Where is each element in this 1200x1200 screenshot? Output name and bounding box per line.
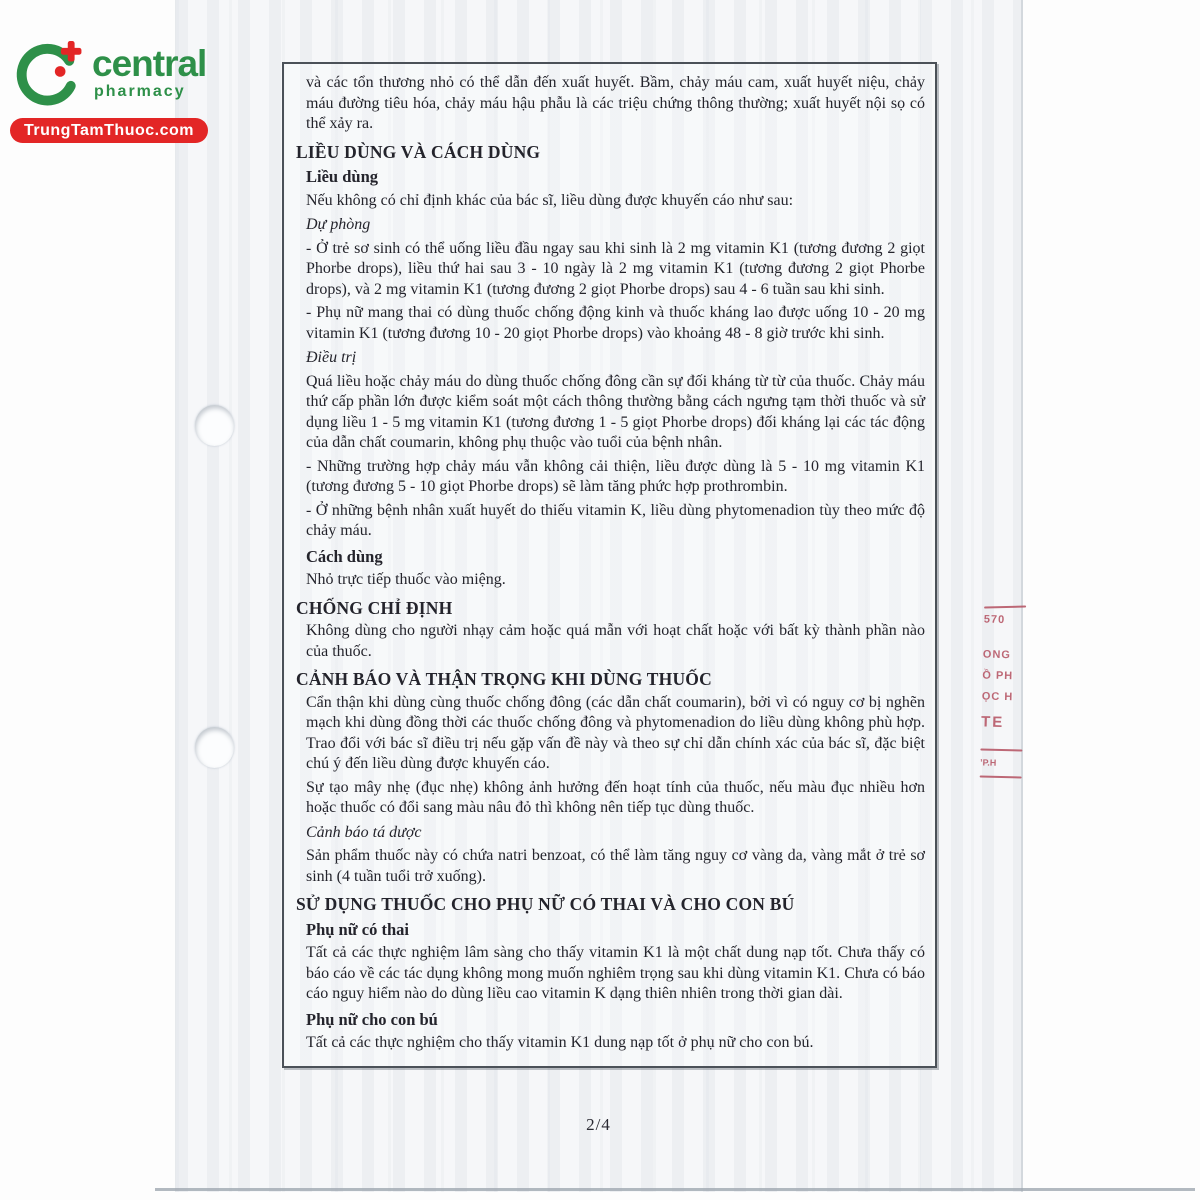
brand-name: central xyxy=(92,43,207,84)
paragraph: Tất cả các thực nghiệm lâm sàng cho thấy vitamin K1 là một chất dung nạp tốt. Chưa thấy có báo cáo về các tác dụng không mong muốn nghiêm trọng sau khi dùng vitamin K1. Chưa có báo cáo nguy hiểm nào do dùng liều cao vitamin K dạng thiên nhiên trong thời gian dài. xyxy=(306,944,925,1002)
italic-heading: Cảnh báo tá dược xyxy=(306,823,422,841)
paragraph: Cẩn thận khi dùng cùng thuốc chống đông (các dẫn chất coumarin), bởi vì có nguy cơ bị nghẽn mạch khi dùng đồng thời các thuốc chống đông và phytomenadion do liều dùng không phù hợp. Trao đổi với bác sĩ điều trị nếu gặp vấn đề này và theo sự chỉ dẫn chính xác của bác sĩ, đặc biệt chú ý đến liều dùng được khuyến cáo. xyxy=(306,693,925,772)
section-heading: SỬ DỤNG THUỐC CHO PHỤ NỮ CÓ THAI VÀ CHO CON BÚ xyxy=(296,894,795,914)
paragraph: Quá liều hoặc chảy máu do dùng thuốc chống đông cần sự đối kháng từ từ của thuốc. Chảy máu thứ cấp phần lớn được kiểm soát một cách thông thường bằng cách ngưng tạm thời thuốc và sử dụng liều 1 - 5 mg vitamin K1 (tương đương 1 - 5 giọt Phorbe drops) đối kháng lại các tác động của dẫn chất coumarin, không phụ thuộc vào tuổi của bệnh nhân. xyxy=(306,372,925,451)
stamp-text: ỌC H xyxy=(981,690,1014,704)
paragraph: - Phụ nữ mang thai có dùng thuốc chống động kinh và thuốc kháng lao được uống 10 - 20 mg vitamin K1 (tương đương 10 - 20 giọt Phorbe drops) vào khoảng 48 - 8 giờ trước khi sinh. xyxy=(306,304,925,342)
section-heading: CẢNH BÁO VÀ THẬN TRỌNG KHI DÙNG THUỐC xyxy=(296,669,712,689)
paragraph: Nhỏ trực tiếp thuốc vào miệng. xyxy=(306,571,506,588)
paragraph: Không dùng cho người nhạy cảm hoặc quá mẫn với hoạt chất hoặc với bất kỳ thành phần nào của thuốc. xyxy=(306,622,925,660)
pharmacy-logo-watermark xyxy=(10,38,220,143)
stamp-line xyxy=(984,605,1026,608)
sub-heading: Liều dùng xyxy=(306,167,378,186)
leaflet-text-box xyxy=(282,62,937,1068)
pharmacy-logo-icon xyxy=(10,38,86,114)
sub-heading: Phụ nữ có thai xyxy=(306,919,409,939)
stamp-text: 570 xyxy=(983,613,1006,627)
stamp-text: TE xyxy=(980,713,1005,732)
punch-hole xyxy=(195,405,234,446)
sheet-bottom-edge xyxy=(155,1188,1195,1191)
paragraph: - Ở trẻ sơ sinh có thể uống liều đầu ngay sau khi sinh là 2 mg vitamin K1 (tương đương 2 giọt Phorbe drops), liều thứ hai sau 3 - 10 ngày là 2 mg vitamin K1 (tương đương 2 giọt Phorbe drops), và 2 mg vitamin K1 (tương đương 2 giọt Phorbe drops) sau 4 - 6 tuần sau khi sinh. xyxy=(306,239,925,298)
paragraph: - Những trường hợp chảy máu vẫn không cải thiện, liều được dùng là 5 - 10 mg vitamin K1 (tương đương 5 - 10 giọt Phorbe drops) sẽ làm tăng phức hợp prothrombin. xyxy=(306,457,925,495)
punch-hole xyxy=(195,727,234,768)
stamp-text: Ồ PH xyxy=(982,669,1014,683)
paragraph: - Ở những bệnh nhân xuất huyết do thiếu vitamin K, liều dùng phytomenadion tùy theo mức độ chảy máu. xyxy=(306,501,925,539)
italic-heading: Điều trị xyxy=(306,349,357,366)
paragraph: Sự tạo mây nhẹ (đục nhẹ) không ảnh hưởng đến hoạt tính của thuốc, nếu màu đục nhiều hơn hoặc thuốc có đổi sang màu nâu đỏ thì không nên tiếp tục dùng thuốc. xyxy=(306,778,925,816)
page-number: 2/4 xyxy=(586,1115,611,1134)
paragraph: và các tổn thương nhỏ có thể dẫn đến xuất huyết. Bầm, chảy máu cam, xuất huyết niệu, chảy máu đường tiêu hóa, chảy máu hậu phẫu là các triệu chứng thông thường; xuất huyết nội sọ có thể xảy ra. xyxy=(306,74,925,132)
stamp-line xyxy=(980,748,1022,751)
italic-heading: Dự phòng xyxy=(306,216,371,233)
paragraph: Sản phẩm thuốc này có chứa natri benzoat, có thể làm tăng nguy cơ vàng da, vàng mắt ở trẻ sơ sinh (4 tuần tuổi trở xuống). xyxy=(306,847,925,885)
stamp-text: ONG xyxy=(982,648,1012,662)
red-stamp xyxy=(980,603,1026,772)
site-banner: TrungTamThuoc.com xyxy=(10,118,208,143)
stamp-text: ʼP.H xyxy=(979,757,997,768)
paragraph: Nếu không có chỉ định khác của bác sĩ, liều dùng được khuyến cáo như sau: xyxy=(306,191,794,209)
section-heading: CHỐNG CHỈ ĐỊNH xyxy=(296,597,453,618)
stamp-line xyxy=(980,775,1022,778)
sub-heading: Cách dùng xyxy=(306,546,383,566)
brand-subtitle: pharmacy xyxy=(94,83,186,100)
scanned-page xyxy=(175,0,1023,1192)
sub-heading: Phụ nữ cho con bú xyxy=(306,1009,438,1029)
section-heading: LIỀU DÙNG VÀ CÁCH DÙNG xyxy=(296,141,541,162)
paragraph: Tất cả các thực nghiệm cho thấy vitamin K1 dung nạp tốt ở phụ nữ cho con bú. xyxy=(306,1034,814,1051)
